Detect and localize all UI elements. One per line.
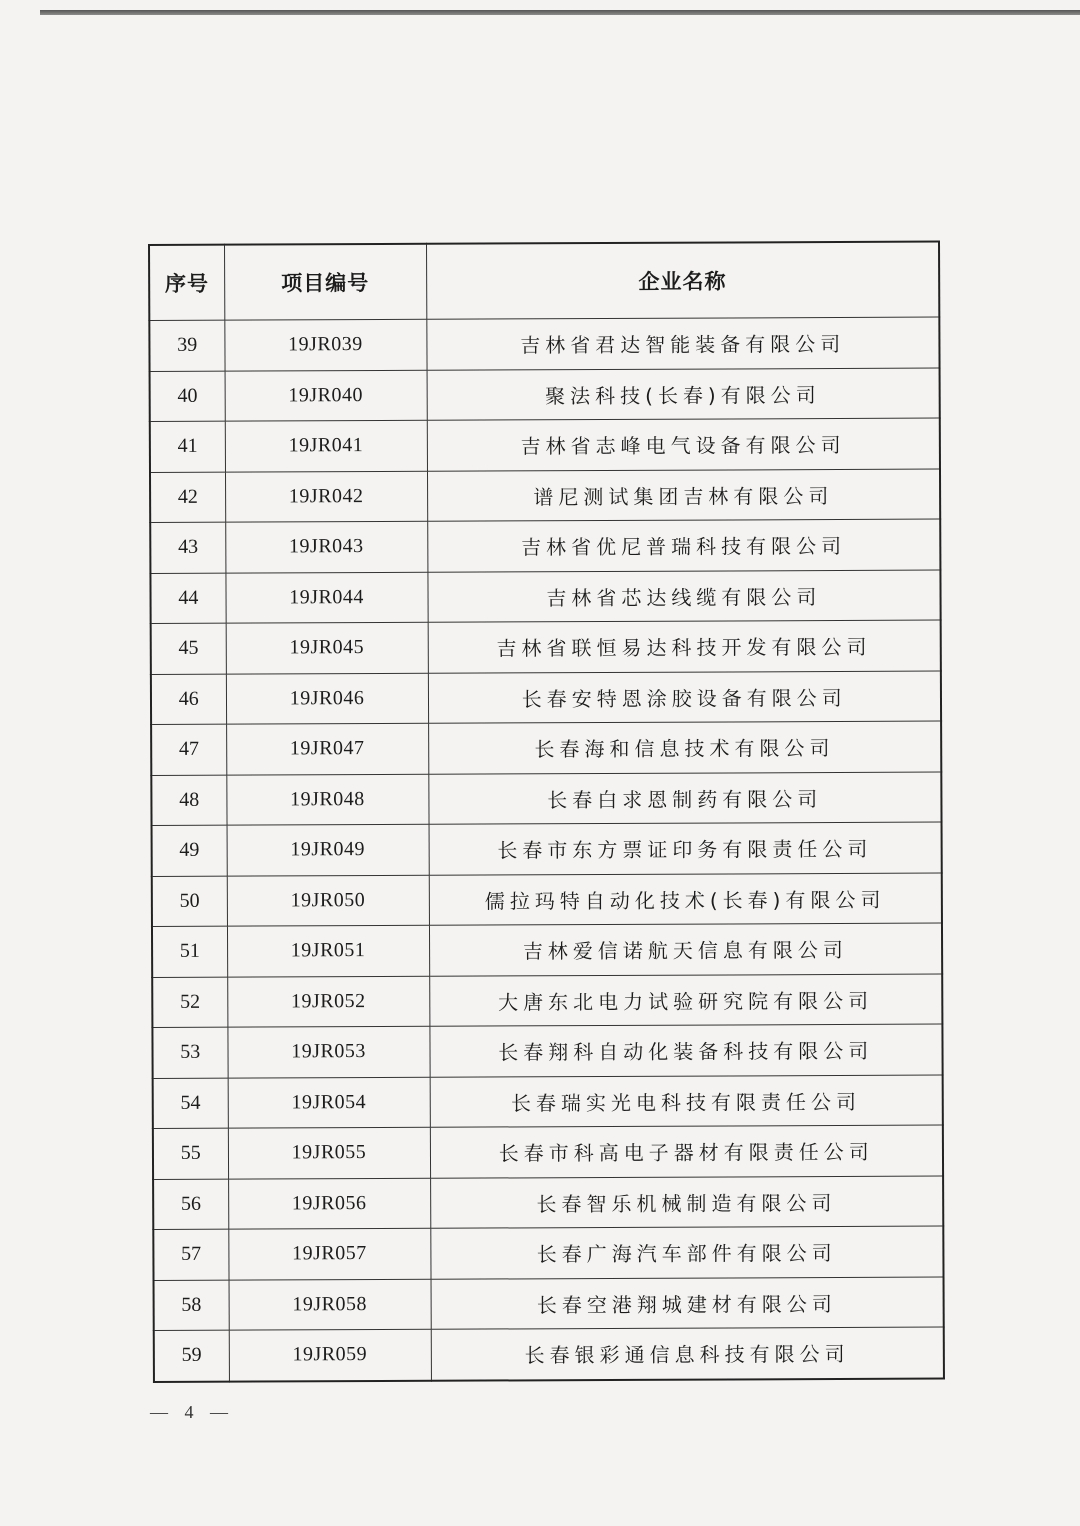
table-row [152,923,942,977]
row-company-name: 吉林省芯达线缆有限公司 [427,570,940,623]
row-project-code: 19JR056 [228,1178,430,1229]
row-project-code: 19JR044 [225,572,427,623]
row-project-code: 19JR053 [227,1026,429,1077]
row-seq: 39 [149,320,224,371]
row-company-name: 长春市科高电子器材有限责任公司 [430,1125,943,1178]
row-company-name: 长春瑞实光电科技有限责任公司 [430,1075,943,1128]
table-row [150,570,940,624]
row-project-code: 19JR040 [225,370,427,421]
row-company-name: 长春白求恩制药有限公司 [428,772,941,825]
header-project-code: 项目编号 [224,244,426,320]
row-seq: 49 [152,825,227,876]
table-row [150,469,940,523]
row-seq: 57 [153,1229,228,1280]
row-project-code: 19JR050 [227,875,429,926]
table-row [150,368,940,422]
table-row [154,1277,944,1331]
row-project-code: 19JR058 [229,1279,431,1330]
row-company-name: 长春空港翔城建材有限公司 [431,1277,944,1330]
table-row [153,1176,943,1230]
table-row [151,772,941,826]
row-project-code: 19JR051 [227,925,429,976]
row-company-name: 儒拉玛特自动化技术(长春)有限公司 [429,873,942,926]
row-company-name: 长春市东方票证印务有限责任公司 [429,822,942,875]
row-seq: 59 [154,1330,229,1381]
row-project-code: 19JR055 [228,1127,430,1178]
row-seq: 55 [153,1128,228,1179]
row-seq: 48 [151,775,226,826]
row-project-code: 19JR046 [226,673,428,724]
table-header-row [149,242,939,321]
row-seq: 44 [150,573,225,624]
table-row [149,317,939,371]
row-seq: 42 [150,472,225,523]
row-company-name: 长春广海汽车部件有限公司 [430,1226,943,1279]
row-project-code: 19JR042 [225,471,427,522]
row-company-name: 吉林省优尼普瑞科技有限公司 [427,519,940,572]
row-project-code: 19JR047 [226,723,428,774]
scan-edge-shadow [40,10,1080,15]
row-seq: 52 [152,977,227,1028]
document-page [148,241,945,1383]
row-company-name: 长春银彩通信息科技有限公司 [431,1327,944,1380]
row-seq: 45 [151,623,226,674]
row-seq: 53 [152,1027,227,1078]
row-seq: 58 [154,1280,229,1331]
row-project-code: 19JR043 [225,521,427,572]
table-row [151,721,941,775]
page-number: — 4 — [150,1402,234,1422]
row-project-code: 19JR059 [229,1329,431,1381]
row-seq: 51 [152,926,227,977]
row-company-name: 长春翔科自动化装备科技有限公司 [429,1024,942,1077]
table-row [152,1024,942,1078]
row-seq: 46 [151,674,226,725]
row-seq: 56 [153,1179,228,1230]
row-company-name: 长春海和信息技术有限公司 [428,721,941,774]
table-row [153,1125,943,1179]
row-company-name: 大唐东北电力试验研究院有限公司 [429,974,942,1027]
row-seq: 50 [152,876,227,927]
row-company-name: 谱尼测试集团吉林有限公司 [427,469,940,522]
row-project-code: 19JR052 [227,976,429,1027]
table-row [152,873,942,927]
table-row [150,418,940,472]
table-row [151,620,941,674]
header-company-name: 企业名称 [426,242,939,320]
table-row [152,822,942,876]
row-company-name: 吉林省联恒易达科技开发有限公司 [428,620,941,673]
row-seq: 43 [150,522,225,573]
company-list-table [148,241,945,1383]
row-company-name: 吉林省志峰电气设备有限公司 [427,418,940,471]
table-row [150,519,940,573]
row-project-code: 19JR054 [228,1077,430,1128]
table-row [154,1327,944,1381]
row-project-code: 19JR039 [224,319,426,370]
row-project-code: 19JR057 [228,1228,430,1279]
row-seq: 47 [151,724,226,775]
header-seq: 序号 [149,245,224,321]
table-row [151,671,941,725]
row-seq: 40 [150,371,225,422]
row-seq: 41 [150,421,225,472]
row-project-code: 19JR045 [226,622,428,673]
row-project-code: 19JR049 [227,824,429,875]
row-company-name: 聚法科技(长春)有限公司 [427,368,940,421]
table-row [152,974,942,1028]
row-company-name: 长春安特恩涂胶设备有限公司 [428,671,941,724]
table-row [153,1226,943,1280]
row-company-name: 吉林省君达智能装备有限公司 [426,317,939,370]
row-company-name: 吉林爱信诺航天信息有限公司 [429,923,942,976]
row-seq: 54 [153,1078,228,1129]
row-company-name: 长春智乐机械制造有限公司 [430,1176,943,1229]
row-project-code: 19JR048 [226,774,428,825]
row-project-code: 19JR041 [225,420,427,471]
table-row [153,1075,943,1129]
